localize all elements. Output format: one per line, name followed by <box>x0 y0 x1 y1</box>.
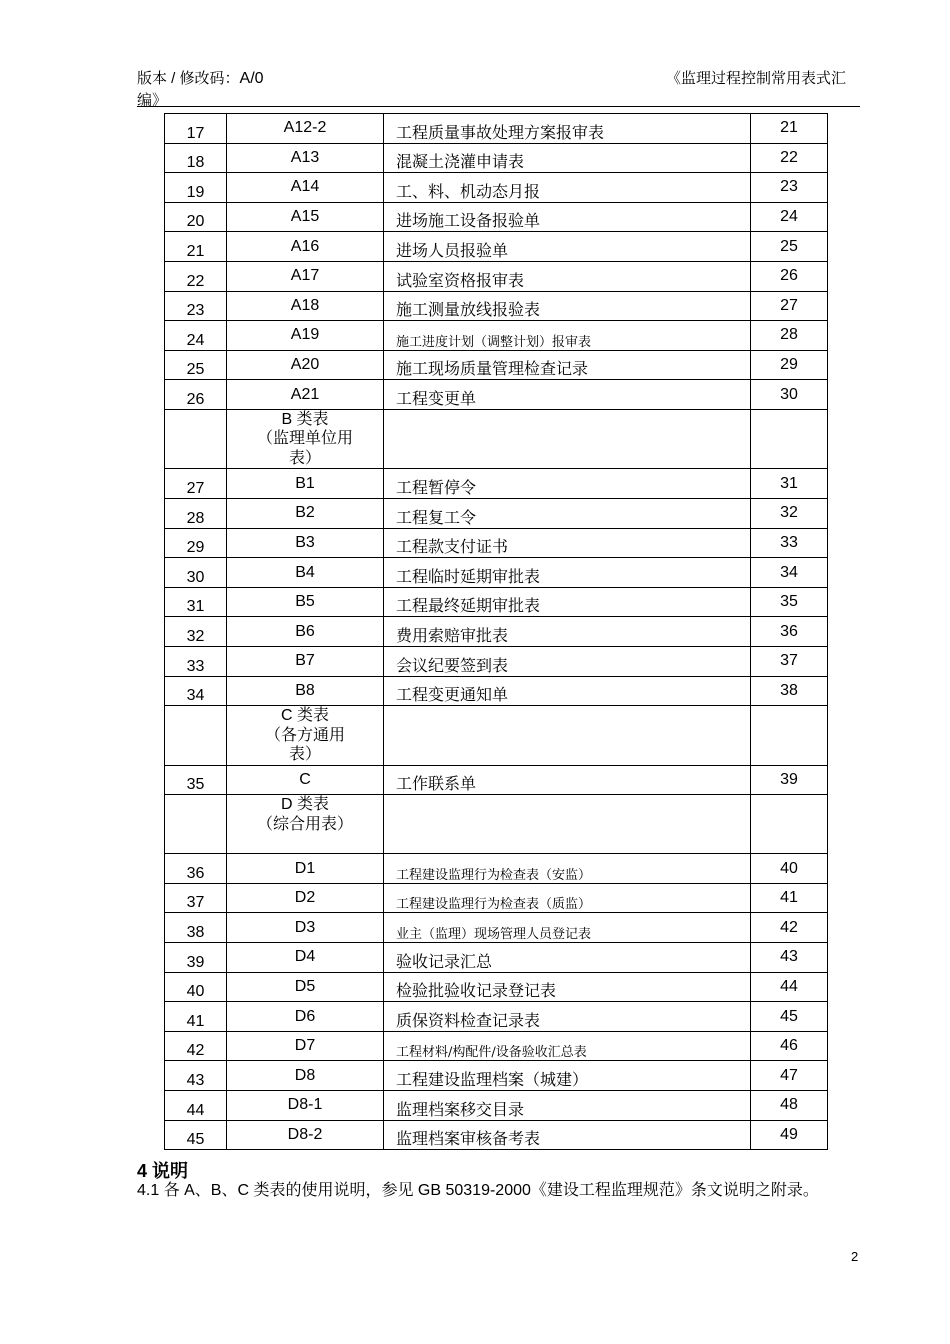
table-row <box>165 1120 828 1150</box>
form-code: A15 <box>227 202 384 232</box>
page-ref: 24 <box>751 202 828 232</box>
page-ref: 46 <box>751 1031 828 1061</box>
form-code: C <box>227 765 384 795</box>
row-number: 37 <box>165 883 227 913</box>
row-number: 27 <box>165 469 227 499</box>
form-code: B3 <box>227 528 384 558</box>
row-number: 21 <box>165 232 227 262</box>
form-name: 质保资料检查记录表 <box>384 1002 751 1032</box>
form-name: 工程建设监理行为检查表（质监） <box>384 883 751 913</box>
row-number: 32 <box>165 617 227 647</box>
form-code: D7 <box>227 1031 384 1061</box>
group-label: D 类表 （综合用表） <box>227 795 384 854</box>
table-row <box>165 913 828 943</box>
table-row <box>165 499 828 529</box>
form-name: 工程款支付证书 <box>384 528 751 558</box>
table-row <box>165 173 828 203</box>
row-number: 31 <box>165 587 227 617</box>
form-name: 监理档案审核备考表 <box>384 1120 751 1150</box>
form-code: A16 <box>227 232 384 262</box>
row-number: 19 <box>165 173 227 203</box>
form-name: 进场人员报验单 <box>384 232 751 262</box>
form-name: 工程最终延期审批表 <box>384 587 751 617</box>
page-ref: 37 <box>751 647 828 677</box>
table-row <box>165 469 828 499</box>
form-name: 会议纪要签到表 <box>384 647 751 677</box>
form-name: 费用索赔审批表 <box>384 617 751 647</box>
section-title: 4 说明 <box>137 1161 189 1181</box>
group-name-cell <box>384 706 751 766</box>
table-row <box>165 883 828 913</box>
row-number: 45 <box>165 1120 227 1150</box>
page-ref: 21 <box>751 114 828 144</box>
group-header-row <box>165 795 828 854</box>
form-code: D2 <box>227 883 384 913</box>
page-ref: 42 <box>751 913 828 943</box>
form-code: D5 <box>227 972 384 1002</box>
group-no-cell <box>165 706 227 766</box>
form-code: D1 <box>227 854 384 884</box>
table-row <box>165 261 828 291</box>
table-row <box>165 617 828 647</box>
page-ref: 35 <box>751 587 828 617</box>
group-name-cell <box>384 409 751 469</box>
table-row <box>165 321 828 351</box>
form-name: 试验室资格报审表 <box>384 261 751 291</box>
table-row <box>165 528 828 558</box>
table-row <box>165 1002 828 1032</box>
form-code: A18 <box>227 291 384 321</box>
form-name: 施工进度计划（调整计划）报审表 <box>384 321 751 351</box>
page-number: 2 <box>851 1249 859 1264</box>
page-ref: 29 <box>751 350 828 380</box>
row-number: 38 <box>165 913 227 943</box>
page-ref: 22 <box>751 143 828 173</box>
row-number: 26 <box>165 380 227 410</box>
form-code: A17 <box>227 261 384 291</box>
row-number: 33 <box>165 647 227 677</box>
table-row <box>165 291 828 321</box>
page-ref: 44 <box>751 972 828 1002</box>
group-no-cell <box>165 795 227 854</box>
table-row <box>165 647 828 677</box>
header-version-value: A/0 <box>239 70 264 87</box>
table-row <box>165 558 828 588</box>
form-name: 验收记录汇总 <box>384 943 751 973</box>
form-code: B2 <box>227 499 384 529</box>
table-row <box>165 350 828 380</box>
form-code: D8-1 <box>227 1091 384 1121</box>
row-number: 43 <box>165 1061 227 1091</box>
page-ref: 31 <box>751 469 828 499</box>
form-code: A12-2 <box>227 114 384 144</box>
row-number: 24 <box>165 321 227 351</box>
group-header-row <box>165 706 828 766</box>
section-body: 4.1 各 A、B、C 类表的使用说明，参见 GB 50319-2000《建设工程监理规范》条文说明之附录。 <box>137 1182 819 1199</box>
group-label: B 类表 （监理单位用 表） <box>227 409 384 469</box>
table-row <box>165 1091 828 1121</box>
form-name: 工程变更单 <box>384 380 751 410</box>
form-code: B8 <box>227 676 384 706</box>
form-name: 工程建设监理档案（城建） <box>384 1061 751 1091</box>
form-code: A19 <box>227 321 384 351</box>
row-number: 28 <box>165 499 227 529</box>
form-name: 工程建设监理行为检查表（安监） <box>384 854 751 884</box>
form-code: A20 <box>227 350 384 380</box>
form-name: 工程变更通知单 <box>384 676 751 706</box>
form-name: 监理档案移交目录 <box>384 1091 751 1121</box>
table-row <box>165 202 828 232</box>
form-index-table-body <box>165 114 828 1150</box>
form-name: 工程暂停令 <box>384 469 751 499</box>
table-row <box>165 943 828 973</box>
form-name: 检验批验收记录登记表 <box>384 972 751 1002</box>
header-divider <box>137 106 860 107</box>
table-row <box>165 676 828 706</box>
header-document-title: 《监理过程控制常用表式汇 <box>665 70 846 87</box>
row-number: 25 <box>165 350 227 380</box>
page-ref: 48 <box>751 1091 828 1121</box>
form-code: B5 <box>227 587 384 617</box>
form-code: A13 <box>227 143 384 173</box>
form-code: B1 <box>227 469 384 499</box>
form-index-table <box>164 113 828 1150</box>
row-number: 34 <box>165 676 227 706</box>
row-number: 40 <box>165 972 227 1002</box>
form-name: 工程临时延期审批表 <box>384 558 751 588</box>
form-code: B4 <box>227 558 384 588</box>
page-ref: 25 <box>751 232 828 262</box>
table-row <box>165 1061 828 1091</box>
page-ref: 39 <box>751 765 828 795</box>
group-page-cell <box>751 795 828 854</box>
group-label: C 类表 （各方通用 表） <box>227 706 384 766</box>
table-row <box>165 587 828 617</box>
table-row <box>165 972 828 1002</box>
row-number: 17 <box>165 114 227 144</box>
page-ref: 45 <box>751 1002 828 1032</box>
form-name: 进场施工设备报验单 <box>384 202 751 232</box>
form-name: 工、料、机动态月报 <box>384 173 751 203</box>
group-page-cell <box>751 409 828 469</box>
table-row <box>165 380 828 410</box>
form-name: 施工现场质量管理检查记录 <box>384 350 751 380</box>
row-number: 44 <box>165 1091 227 1121</box>
row-number: 22 <box>165 261 227 291</box>
row-number: 41 <box>165 1002 227 1032</box>
page-ref: 27 <box>751 291 828 321</box>
form-code: D4 <box>227 943 384 973</box>
header-title-wrap: 编》 <box>137 92 168 109</box>
form-code: A21 <box>227 380 384 410</box>
page-ref: 40 <box>751 854 828 884</box>
page-ref: 23 <box>751 173 828 203</box>
table-row <box>165 232 828 262</box>
row-number: 29 <box>165 528 227 558</box>
table-row <box>165 854 828 884</box>
form-code: A14 <box>227 173 384 203</box>
page-ref: 33 <box>751 528 828 558</box>
group-page-cell <box>751 706 828 766</box>
table-row <box>165 1031 828 1061</box>
group-header-row <box>165 409 828 469</box>
form-code: D3 <box>227 913 384 943</box>
form-code: D6 <box>227 1002 384 1032</box>
header-version-label: 版本 / 修改码： <box>137 70 240 87</box>
page-ref: 38 <box>751 676 828 706</box>
row-number: 36 <box>165 854 227 884</box>
form-code: B7 <box>227 647 384 677</box>
page-ref: 36 <box>751 617 828 647</box>
page-ref: 30 <box>751 380 828 410</box>
group-name-cell <box>384 795 751 854</box>
page-ref: 28 <box>751 321 828 351</box>
table-row <box>165 765 828 795</box>
form-name: 工程复工令 <box>384 499 751 529</box>
form-code: B6 <box>227 617 384 647</box>
page-ref: 26 <box>751 261 828 291</box>
row-number: 35 <box>165 765 227 795</box>
table-row <box>165 143 828 173</box>
row-number: 18 <box>165 143 227 173</box>
table-row <box>165 114 828 144</box>
page-ref: 49 <box>751 1120 828 1150</box>
row-number: 42 <box>165 1031 227 1061</box>
form-name: 工作联系单 <box>384 765 751 795</box>
form-name: 工程材料/构配件/设备验收汇总表 <box>384 1031 751 1061</box>
form-code: D8 <box>227 1061 384 1091</box>
row-number: 39 <box>165 943 227 973</box>
page-ref: 47 <box>751 1061 828 1091</box>
form-name: 施工测量放线报验表 <box>384 291 751 321</box>
page-ref: 41 <box>751 883 828 913</box>
row-number: 23 <box>165 291 227 321</box>
form-name: 业主（监理）现场管理人员登记表 <box>384 913 751 943</box>
group-no-cell <box>165 409 227 469</box>
form-code: D8-2 <box>227 1120 384 1150</box>
page-ref: 43 <box>751 943 828 973</box>
page-ref: 32 <box>751 499 828 529</box>
row-number: 30 <box>165 558 227 588</box>
page-ref: 34 <box>751 558 828 588</box>
form-name: 混凝土浇灌申请表 <box>384 143 751 173</box>
form-name: 工程质量事故处理方案报审表 <box>384 114 751 144</box>
row-number: 20 <box>165 202 227 232</box>
